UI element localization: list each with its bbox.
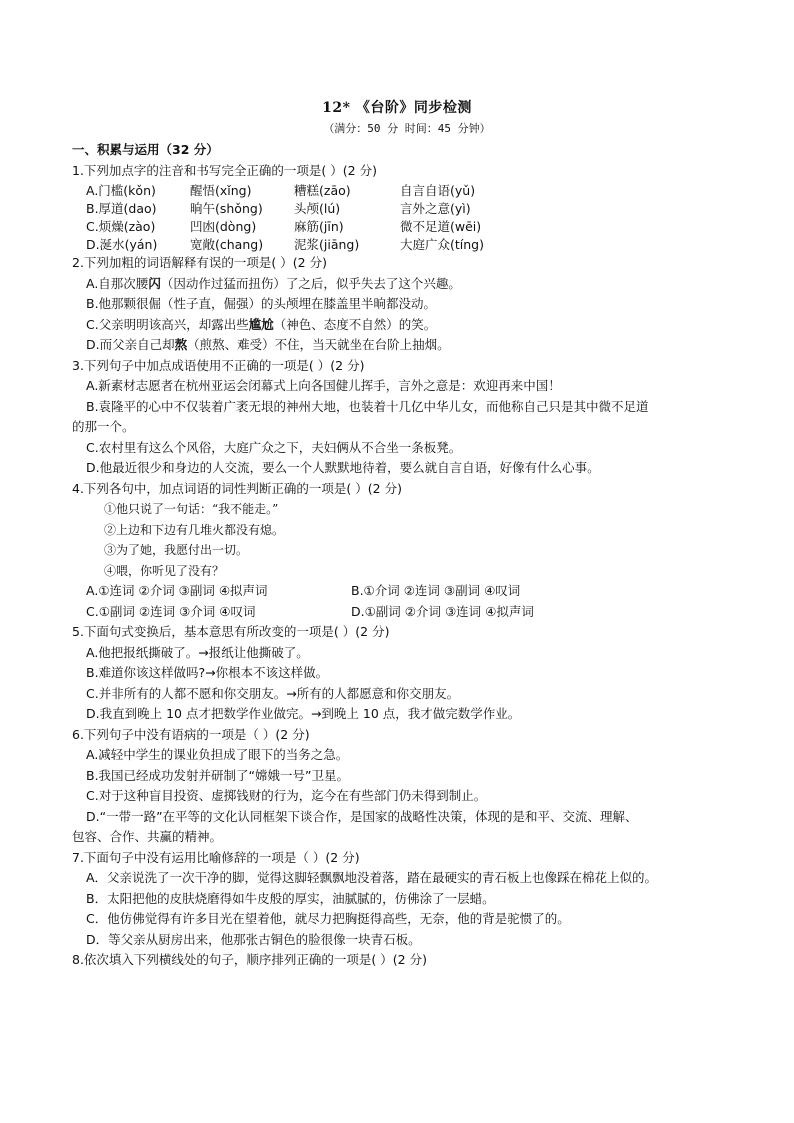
exam-body: [72, 140, 722, 971]
q1-d-4: 大庭广众(tíng): [400, 237, 484, 252]
q1-b-2: 晌午(shǒng): [190, 201, 263, 216]
q1-row-d: [72, 235, 722, 253]
q6-option-c: C.对于这种盲目投资、虚掷钱财的行为，迄今在有些部门仍未得到制止。: [86, 788, 487, 803]
q1-b-1: B.厚道(dao): [86, 201, 157, 216]
q2-d-pre: D.而父亲自己却: [86, 337, 175, 352]
q7-option-a: A．父亲说洗了一次干净的脚，觉得这脚轻飘飘地没着落，踏在最硬实的青石板上也像踩在棉花上似的。: [86, 870, 658, 885]
q2-option-b: B.他那颗很倔（性子直，倔强）的头颅埋在膝盖里半晌都没动。: [86, 296, 437, 311]
q5-option-d: D.我直到晚上 10 点才把数学作业做完。→到晚上 10 点，我才做完数学作业。: [86, 706, 521, 721]
q1-b-3: 头颅(lú): [294, 201, 341, 216]
question-3-stem: 3.下列句子中加点成语使用不正确的一项是( ）(2 分): [72, 357, 365, 373]
question-7-stem: 7.下面句子中没有运用比喻修辞的一项是（ ）(2 分): [72, 849, 360, 865]
q1-a-2: 醒悟(xǐng): [190, 183, 252, 198]
page-subtitle: （满分：50 分 时间：45 分钟）: [323, 122, 491, 135]
q4-sentence-1: ①他只说了一句话：“我不能走。”: [104, 502, 279, 516]
q4-options-cd: [72, 602, 722, 623]
section-heading: 一、积累与运用（32 分）: [72, 142, 219, 157]
q2-c-bold: 尴尬: [248, 316, 274, 332]
q2-a-post: （因动作过猛而扭伤）了之后，似乎失去了这个兴趣。: [160, 275, 461, 291]
q1-b-4: 言外之意(yì): [400, 201, 471, 216]
q1-c-4: 微不足道(wēi): [400, 219, 482, 234]
question-6-stem: 6.下列句子中没有语病的一项是（ ）(2 分): [72, 726, 310, 742]
q3-option-d: D.他最近很少和身边的人交流，要么一个人默默地待着，要么就自言自语，好像有什么心事。: [86, 460, 600, 475]
question-5-stem: 5.下面句式变换后，基本意思有所改变的一项是( ）(2 分): [72, 624, 390, 639]
q3-option-a: A.新素材志愿者在杭州亚运会闭幕式上向各国健儿挥手，言外之意是：欢迎再来中国！: [86, 378, 561, 393]
q1-d-1: D.涎水(yán): [86, 237, 158, 252]
q1-d-2: 宽敞(chang): [190, 237, 264, 252]
q4-option-a: A.①连词 ②介词 ③副词 ④拟声词: [86, 583, 268, 598]
q1-d-3: 泥浆(jiāng): [294, 237, 360, 252]
q6-option-b: B.我国已经成功发射并研制了“嫦娥一号”卫星。: [86, 767, 350, 783]
q4-sentence-2: ②上边和下边有几堆火都没有熄。: [104, 522, 285, 537]
q2-option-d: [72, 335, 722, 356]
q1-c-3: 麻筋(jīn): [294, 219, 344, 234]
q4-sentence-3: ③为了她，我愿付出一切。: [104, 543, 249, 557]
question-2-stem: 2.下列加粗的词语解释有误的一项是( ）(2 分): [72, 255, 327, 270]
q4-sentence-4: ④喂，你听见了没有？: [104, 563, 225, 578]
q1-row-a: [72, 181, 722, 199]
question-4-stem: 4.下列各句中，加点词语的词性判断正确的一项是( ）(2 分): [72, 480, 402, 496]
q3-option-c: C.农村里有这么个风俗，大庭广众之下，夫妇俩从不合坐一条板凳。: [86, 439, 462, 455]
q2-d-bold: 熬: [174, 337, 188, 352]
page-title: 12* 《台阶》同步检测: [322, 100, 472, 116]
q4-option-b: B.①介词 ②连词 ③副词 ④叹词: [351, 583, 521, 598]
q4-option-d: D.①副词 ②介词 ③连词 ④拟声词: [351, 603, 534, 619]
q1-c-2: 凹凼(dòng): [190, 219, 257, 234]
q4-option-c: C.①副词 ②连词 ③介词 ④叹词: [86, 603, 256, 619]
q1-row-c: [72, 217, 722, 235]
q2-option-c: [72, 315, 722, 336]
q7-option-d: D．等父亲从厨房出来，他那张古铜色的脸很像一块青石板。: [86, 931, 421, 947]
q1-a-1: A.门槛(kǒn): [86, 183, 156, 198]
q1-row-b: [72, 199, 722, 217]
q2-a-pre: A.自那次腰: [86, 275, 149, 291]
q6-option-d-line1: D.“一带一路”在平等的文化认同框架下谈合作，是国家的战略性决策，体现的是和平、交流、理解、: [86, 808, 638, 824]
q3-option-b-line1: B.袁隆平的心中不仅装着广袤无垠的神州大地，也装着十几亿中华儿女，而他称自己只是其中微不足道: [86, 398, 649, 414]
q5-option-b: B.难道你该这样做吗?→你根本不该这样做。: [86, 665, 329, 680]
question-1-stem: 1.下列加点字的注音和书写完全正确的一项是( ）(2 分): [72, 162, 377, 178]
q1-a-3: 糟糕(zāo): [294, 183, 351, 198]
question-8-stem: 8.依次填入下列横线处的句子，顺序排列正确的一项是( ）(2 分): [72, 952, 427, 967]
q7-option-b: B．太阳把他的皮肤烧磨得如牛皮般的厚实，油腻腻的，仿佛涂了一层蜡。: [86, 890, 495, 906]
q5-option-c: C.并非所有的人都不愿和你交朋友。→所有的人都愿意和你交朋友。: [86, 685, 460, 701]
q2-option-a: [72, 274, 722, 295]
q6-option-d-line2: 包容、合作、共赢的精神。: [72, 829, 223, 844]
q3-option-b-line2: 的那一个。: [72, 419, 135, 434]
q1-c-1: C.烦燥(zào): [86, 219, 156, 234]
q2-d-post: （煎熬、难受）不住，当天就坐在台阶上抽烟。: [187, 337, 450, 352]
q7-option-c: C．他仿佛觉得有许多目光在望着他，就尽力把胸挺得高些，无奈，他的背是驼惯了的。: [86, 911, 570, 926]
q1-a-4: 自言自语(yǔ): [400, 183, 476, 198]
q2-a-bold: 闪: [148, 275, 161, 291]
q2-c-pre: C.父亲明明该高兴，却露出些: [86, 316, 249, 332]
q6-option-a: A.减轻中学生的课业负担成了眼下的当务之急。: [86, 747, 349, 762]
q5-option-a: A.他把报纸撕破了。→报纸让他撕破了。: [86, 644, 309, 660]
q2-c-post: （神色、态度不自然）的笑。: [273, 316, 437, 332]
q4-options-ab: [72, 581, 722, 602]
